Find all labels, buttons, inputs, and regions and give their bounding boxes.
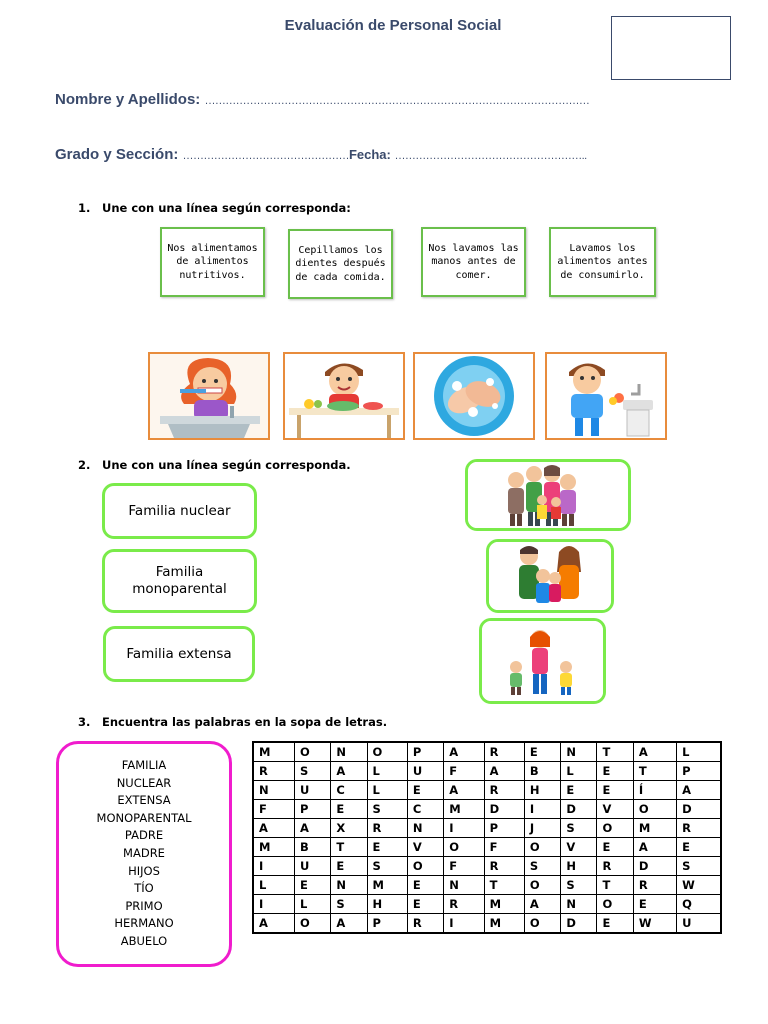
boy-eating-healthy-image[interactable] [283, 352, 405, 440]
grid-cell[interactable]: P [294, 800, 330, 819]
grid-cell[interactable]: M [253, 838, 294, 857]
grid-cell[interactable]: A [524, 895, 560, 914]
grid-cell[interactable]: U [407, 762, 443, 781]
grid-cell[interactable]: E [633, 895, 676, 914]
grid-cell[interactable]: A [331, 914, 367, 934]
grid-cell[interactable]: N [561, 895, 597, 914]
grid-cell[interactable]: T [597, 876, 633, 895]
grid-cell[interactable]: F [253, 800, 294, 819]
grid-cell[interactable]: O [407, 857, 443, 876]
grid-cell[interactable]: T [597, 742, 633, 762]
grid-cell[interactable]: D [484, 800, 524, 819]
grid-row [253, 819, 721, 838]
grid-cell[interactable]: A [633, 742, 676, 762]
word-item: TÍO [134, 881, 154, 896]
habit-card-3[interactable]: Nos lavamos las manos antes de comer. [421, 227, 526, 297]
grid-row [253, 876, 721, 895]
grid-cell[interactable]: N [407, 819, 443, 838]
single-parent-family-illustration [482, 621, 603, 701]
grid-cell[interactable]: O [444, 838, 484, 857]
grid-cell[interactable]: L [367, 781, 407, 800]
grid-cell[interactable]: E [294, 876, 330, 895]
grid-cell[interactable]: R [253, 762, 294, 781]
grid-cell[interactable]: O [294, 914, 330, 934]
grid-row [253, 762, 721, 781]
family-monoparental-label[interactable]: Familia monoparental [102, 549, 257, 613]
grid-cell[interactable]: E [407, 876, 443, 895]
name-dots: ………………………………………………………………………………………………… [204, 95, 590, 107]
grid-cell[interactable]: F [444, 857, 484, 876]
word-item: PRIMO [125, 898, 163, 913]
word-item: EXTENSA [117, 793, 171, 808]
grid-cell[interactable]: T [484, 876, 524, 895]
grid-cell[interactable]: N [561, 742, 597, 762]
grid-cell[interactable]: O [524, 838, 560, 857]
grid-cell[interactable]: E [407, 781, 443, 800]
grid-cell[interactable]: V [407, 838, 443, 857]
date-dots: ……………………………………………….. [394, 150, 587, 162]
hand-washing-illustration [415, 354, 533, 438]
grid-cell[interactable]: T [331, 838, 367, 857]
grid-cell[interactable]: E [597, 781, 633, 800]
grid-cell[interactable]: I [444, 819, 484, 838]
word-item: PADRE [124, 828, 164, 843]
grid-cell[interactable]: S [677, 857, 721, 876]
grid-cell[interactable]: A [444, 742, 484, 762]
grid-cell[interactable]: E [524, 742, 560, 762]
grid-cell[interactable]: M [484, 914, 524, 934]
brushing-teeth-illustration [150, 354, 268, 438]
word-item: ABUELO [120, 933, 168, 948]
grid-cell[interactable]: V [597, 800, 633, 819]
grid-cell[interactable]: U [294, 781, 330, 800]
word-item: NUCLEAR [116, 775, 172, 790]
name-field[interactable] [55, 91, 589, 108]
grid-cell[interactable]: Í [633, 781, 676, 800]
grid-row [253, 895, 721, 914]
nuclear-family-image[interactable] [486, 539, 614, 613]
grid-cell[interactable]: D [633, 857, 676, 876]
grid-cell[interactable]: A [484, 762, 524, 781]
page-title: Evaluación de Personal Social [284, 17, 502, 34]
extended-family-illustration [468, 462, 628, 528]
grid-cell[interactable]: B [294, 838, 330, 857]
grid-cell[interactable]: D [677, 800, 721, 819]
grid-cell[interactable]: C [407, 800, 443, 819]
grid-row [253, 742, 721, 762]
grid-cell[interactable]: A [444, 781, 484, 800]
grid-cell[interactable]: J [524, 819, 560, 838]
grid-cell[interactable]: I [444, 914, 484, 934]
grid-cell[interactable]: X [331, 819, 367, 838]
grid-row [253, 800, 721, 819]
grid-cell[interactable]: A [633, 838, 676, 857]
grid-cell[interactable]: R [484, 742, 524, 762]
family-nuclear-label[interactable]: Familia nuclear [102, 483, 257, 539]
grid-cell[interactable]: P [367, 914, 407, 934]
grid-cell[interactable]: N [253, 781, 294, 800]
grid-cell[interactable]: O [367, 742, 407, 762]
grid-cell[interactable]: N [331, 742, 367, 762]
grid-cell[interactable]: R [407, 914, 443, 934]
washing-food-illustration [547, 354, 665, 438]
grid-cell[interactable]: P [484, 819, 524, 838]
grid-cell[interactable]: C [331, 781, 367, 800]
grid-cell[interactable]: H [561, 857, 597, 876]
grid-cell[interactable]: R [677, 819, 721, 838]
grid-cell[interactable]: I [253, 857, 294, 876]
boy-washing-food-image[interactable] [545, 352, 667, 440]
girl-brushing-teeth-image[interactable] [148, 352, 270, 440]
name-label: Nombre y Apellidos: [55, 91, 205, 108]
family-extensa-label[interactable]: Familia extensa [103, 626, 255, 682]
word-item: HIJOS [128, 863, 160, 878]
grid-cell[interactable]: R [597, 857, 633, 876]
grid-cell[interactable]: L [367, 762, 407, 781]
grid-cell[interactable]: M [444, 800, 484, 819]
grid-row [253, 914, 721, 934]
grade-box [611, 16, 731, 80]
grid-cell[interactable]: P [407, 742, 443, 762]
grid-cell[interactable]: E [597, 838, 633, 857]
grid-cell[interactable]: A [331, 762, 367, 781]
grid-cell[interactable]: N [331, 876, 367, 895]
grid-cell[interactable]: W [633, 914, 676, 934]
grid-cell[interactable]: E [597, 762, 633, 781]
grid-cell[interactable]: L [677, 742, 721, 762]
grid-cell[interactable]: F [444, 762, 484, 781]
grid-cell[interactable]: I [253, 895, 294, 914]
word-item: MONOPARENTAL [96, 810, 192, 825]
grid-cell[interactable]: S [331, 895, 367, 914]
grid-cell[interactable]: E [561, 781, 597, 800]
grid-cell[interactable]: O [524, 914, 560, 934]
date-label: Fecha: [348, 147, 395, 162]
habit-card-1[interactable]: Nos alimentamos de alimentos nutritivos. [160, 227, 265, 297]
grid-cell[interactable]: E [367, 838, 407, 857]
grid-cell[interactable]: A [294, 819, 330, 838]
grid-cell[interactable]: S [367, 857, 407, 876]
grid-cell[interactable]: M [367, 876, 407, 895]
grid-cell[interactable]: L [561, 762, 597, 781]
grid-row [253, 781, 721, 800]
grid-cell[interactable]: Q [677, 895, 721, 914]
grid-cell[interactable]: R [633, 876, 676, 895]
grid-cell[interactable]: T [633, 762, 676, 781]
grid-cell[interactable]: P [677, 762, 721, 781]
grid-cell[interactable]: A [677, 781, 721, 800]
grid-cell[interactable]: S [367, 800, 407, 819]
grid-cell[interactable]: R [367, 819, 407, 838]
question-2: 2. Une con una línea según corresponda. [78, 458, 351, 472]
extended-family-image[interactable] [465, 459, 631, 531]
habit-card-4[interactable]: Lavamos los alimentos antes de consumirlo. [549, 227, 656, 297]
grid-cell[interactable]: B [524, 762, 560, 781]
grid-cell[interactable]: S [561, 876, 597, 895]
question-3: 3. Encuentra las palabras en la sopa de letras. [78, 715, 388, 729]
grid-cell[interactable]: N [444, 876, 484, 895]
word-item: MADRE [123, 845, 165, 860]
grid-cell[interactable]: O [524, 876, 560, 895]
single-parent-family-image[interactable] [479, 618, 606, 704]
grid-cell[interactable]: V [561, 838, 597, 857]
grid-cell[interactable]: S [561, 819, 597, 838]
grid-cell[interactable]: E [677, 838, 721, 857]
grid-cell[interactable]: I [524, 800, 560, 819]
grid-cell[interactable]: F [484, 838, 524, 857]
grid-cell[interactable]: R [484, 857, 524, 876]
grid-cell[interactable]: E [597, 914, 633, 934]
habit-card-2[interactable]: Cepillamos los dientes después de cada comida. [288, 229, 393, 299]
grid-cell[interactable]: O [294, 742, 330, 762]
grid-cell[interactable]: M [484, 895, 524, 914]
word-list [56, 741, 232, 967]
grid-cell[interactable]: U [677, 914, 721, 934]
word-item: FAMILIA [121, 758, 167, 772]
question-1: 1. Une con una línea según corresponda: [78, 201, 351, 215]
word-search-grid[interactable] [252, 741, 722, 934]
word-item: HERMANO [114, 916, 174, 931]
grid-cell[interactable]: E [407, 895, 443, 914]
grid-cell[interactable]: W [677, 876, 721, 895]
grade-field[interactable] [55, 146, 587, 163]
grade-dots: ………………………………………… [182, 150, 349, 162]
grid-cell[interactable]: E [331, 857, 367, 876]
grid-cell[interactable]: S [524, 857, 560, 876]
grid-cell[interactable]: R [484, 781, 524, 800]
grid-cell[interactable]: O [597, 895, 633, 914]
grid-cell[interactable]: O [633, 800, 676, 819]
eating-healthy-illustration [285, 354, 403, 438]
hands-washing-image[interactable] [413, 352, 535, 440]
grid-cell[interactable]: H [367, 895, 407, 914]
grid-cell[interactable]: M [633, 819, 676, 838]
grid-cell[interactable]: L [253, 876, 294, 895]
grid-cell[interactable]: D [561, 914, 597, 934]
grid-cell[interactable]: L [294, 895, 330, 914]
grid-cell[interactable]: U [294, 857, 330, 876]
grade-label: Grado y Sección: [55, 146, 183, 163]
grid-cell[interactable]: E [331, 800, 367, 819]
grid-cell[interactable]: H [524, 781, 560, 800]
grid-cell[interactable]: S [294, 762, 330, 781]
grid-cell[interactable]: A [253, 914, 294, 934]
grid-cell[interactable]: A [253, 819, 294, 838]
grid-cell[interactable]: D [561, 800, 597, 819]
nuclear-family-illustration [489, 542, 611, 610]
grid-cell[interactable]: O [597, 819, 633, 838]
grid-row [253, 857, 721, 876]
grid-row [253, 838, 721, 857]
grid-cell[interactable]: R [444, 895, 484, 914]
grid-cell[interactable]: M [253, 742, 294, 762]
